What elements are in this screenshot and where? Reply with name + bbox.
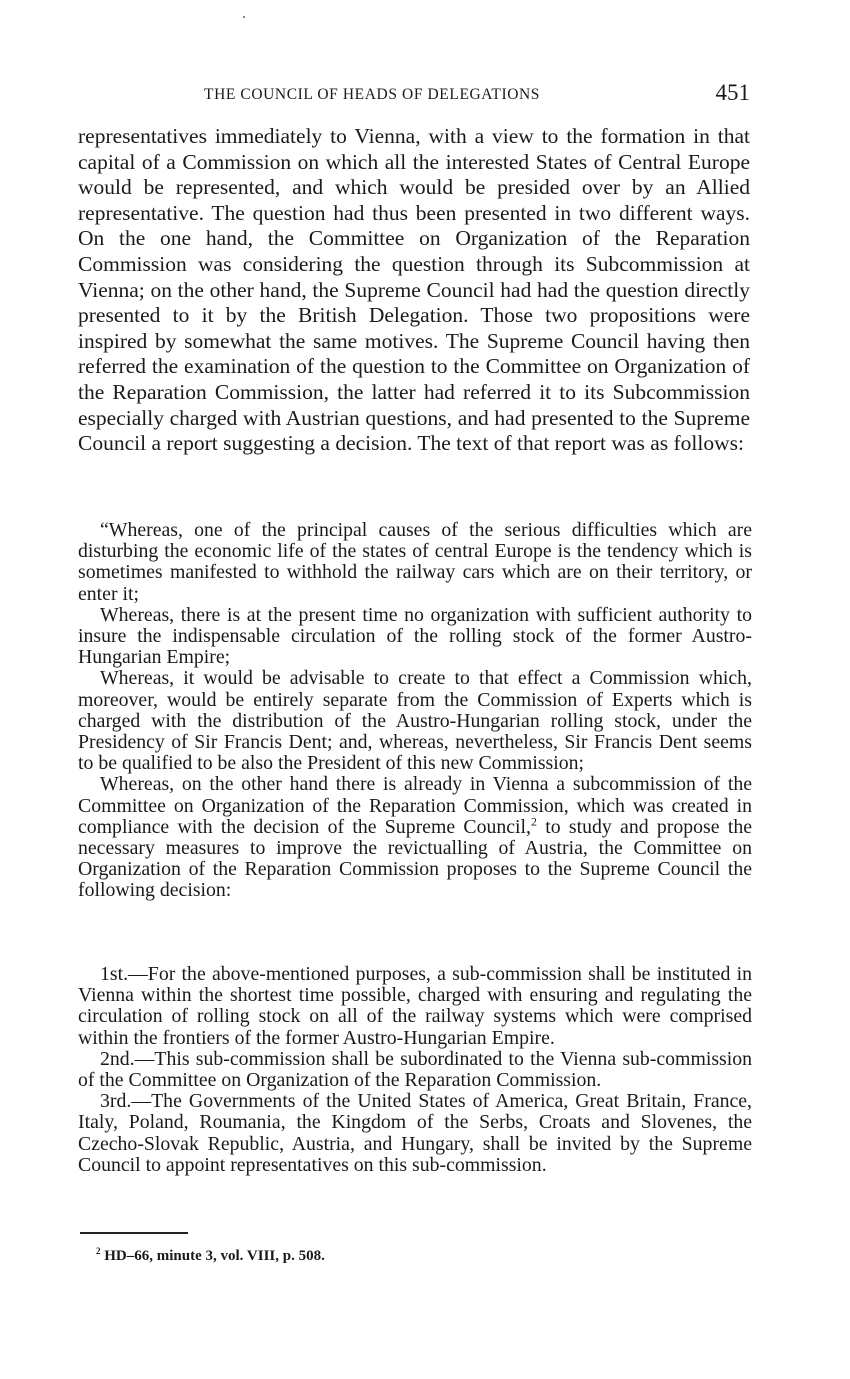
footnote-rule <box>80 1232 188 1234</box>
whereas-clause-part: to study and propose the necessary measures to improve the revictualling of Austria, the Committee on Organization of the Reparation Commission proposes to the Supreme Council the following decision: <box>78 815 752 902</box>
whereas-clause: Whereas, there is at the present time no organization with sufficient authority to insure the indispensable circulation of the rolling stock of the former Austro-Hungarian Empire; <box>78 603 752 669</box>
page-header <box>78 80 750 112</box>
report-quotation <box>78 520 752 902</box>
body-paragraph: representatives immediately to Vienna, with a view to the formation in that capital of a Commission on which all the interested States of Central Europe would be represented, and which would be presided over by an Allied representative. The question had thus been presented in two different ways. On the one hand, the Committee on Organization of the Reparation Commission was considering the question through its Subcommission at Vienna; on the other hand, the Supreme Council had had the question directly presented to it by the British Delegation. Those two propositions were inspired by somewhat the same motives. The Supreme Council having then referred the examination of the question to the Committee on Organization of the Reparation Commission, the latter had referred it to its Subcommission especially charged with Austrian questions, and had presented to the Supreme Council a report suggesting a decision. The text of that report was as follows: <box>78 124 750 456</box>
decision-item: 3rd.—The Governments of the United States of America, Great Britain, France, Italy, Poland, Roumania, the Kingdom of the Serbs, Croats and Slovenes, the Czecho-Slovak Republic, Austria, and Hungary, shall be invited by the Supreme Council to appoint representatives on this sub-commission. <box>78 1090 752 1176</box>
footnote-text: HD–66, minute 3, vol. VIII, p. 508. <box>100 1248 325 1264</box>
running-title: THE COUNCIL OF HEADS OF DELEGATIONS <box>204 86 541 103</box>
footnote <box>96 1248 325 1265</box>
whereas-clause: Whereas, it would be advisable to create to that effect a Commission which, moreover, would be entirely separate from the Commission of Experts which is charged with the distribution of the Austro-Hungarian rolling stock, under the Presidency of Sir Francis Dent; and, whereas, nevertheless, Sir Francis Dent seems to be qualified to be also the President of this new Commission; <box>78 667 752 775</box>
whereas-clause <box>78 774 752 901</box>
whereas-clause: “Whereas, one of the principal causes of the serious difficulties which are disturbing the economic life of the states of central Europe is the tendency which is sometimes manifested to withhold the railway cars which are on their territory, or enter it; <box>78 519 752 605</box>
decision-item: 1st.—For the above-mentioned purposes, a sub-commission shall be instituted in Vienna within the shortest time possible, charged with ensuring and regulating the circulation of rolling stock on all of the railway systems which were comprised within the frontiers of the former Austro-Hungarian Empire. <box>78 963 752 1049</box>
decision-list <box>78 964 752 1176</box>
page-number: 451 <box>715 80 750 105</box>
footnote-marker: 2 <box>96 1246 101 1256</box>
footnote-reference: 2 <box>531 814 537 829</box>
scan-speck <box>243 16 245 18</box>
decision-item: 2nd.—This sub-commission shall be subordinated to the Vienna sub-commission of the Committee on Organization of the Reparation Commission. <box>78 1047 752 1092</box>
whereas-clause-part: Whereas, on the other hand there is already in Vienna a subcommission of the Committee on Organization of the Reparation Commission, which was created in compliance with the decision of the Supreme Council, <box>78 773 752 838</box>
